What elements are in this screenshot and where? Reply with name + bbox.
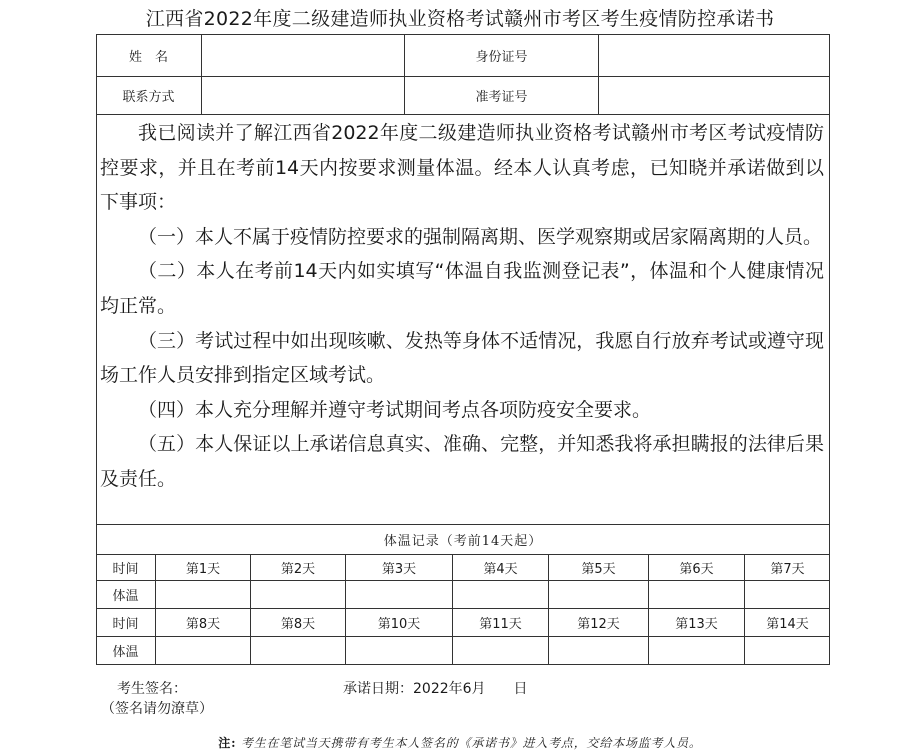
temperature-entry-cell[interactable]	[745, 581, 830, 608]
temperature-entry-cell[interactable]	[251, 637, 345, 664]
temperature-entry-cell[interactable]	[453, 637, 548, 664]
signature-label: 考生签名：	[117, 681, 187, 697]
contact-field[interactable]	[202, 77, 404, 114]
name-label: 姓 名	[128, 49, 168, 65]
day-header: 第12天	[577, 617, 620, 632]
footnote	[0, 734, 920, 751]
temperature-entry-cell[interactable]	[549, 637, 648, 664]
temperature-entry-cell[interactable]	[745, 637, 830, 664]
footnote-text: 考生在笔试当天携带有考生本人签名的《承诺书》进入考点，交给本场监考人员。	[240, 736, 702, 750]
pledge-date: 承诺日期：2022年6月 日	[343, 681, 528, 697]
temperature-entry-cell[interactable]	[346, 637, 452, 664]
day-header: 第2天	[280, 561, 316, 577]
day-header: 第1天	[185, 561, 221, 577]
admission-ticket-field[interactable]	[599, 77, 830, 114]
temperature-entry-cell[interactable]	[649, 637, 744, 664]
temperature-label: 体温	[112, 645, 139, 660]
day-header: 第14天	[766, 617, 809, 632]
temperature-record-caption: 体温记录（考前14天起）	[383, 533, 543, 549]
time-label: 时间	[112, 617, 139, 632]
divider	[96, 664, 830, 665]
contact-label: 联系方式	[122, 90, 175, 105]
day-header: 第6天	[679, 561, 714, 577]
temperature-entry-cell[interactable]	[156, 637, 250, 664]
pledge-body	[100, 116, 824, 497]
temperature-entry-cell[interactable]	[649, 581, 744, 608]
day-header: 第4天	[483, 561, 518, 577]
pledge-intro: 我已阅读并了解江西省2022年度二级建造师执业资格考试赣州市考区考试疫情防控要求，并且在考前14天内按要求测量体温。经本人认真考虑，已知晓并承诺做到以下事项：	[100, 122, 824, 214]
day-header: 第7天	[770, 561, 805, 577]
day-header: 第8天	[280, 617, 316, 632]
pledge-item: （一）本人不属于疫情防控要求的强制隔离期、医学观察期或居家隔离期的人员。	[138, 225, 823, 248]
temperature-entry-cell[interactable]	[549, 581, 648, 608]
temperature-label: 体温	[112, 589, 139, 604]
day-header: 第13天	[675, 617, 718, 632]
day-header: 第11天	[479, 617, 522, 632]
pledge-item: （四）本人充分理解并遵守考试期间考点各项防疫安全要求。	[138, 398, 652, 421]
document-title: 江西省2022年度二级建造师执业资格考试赣州市考区考生疫情防控承诺书	[145, 8, 775, 30]
pledge-item: （三）考试过程中如出现咳嗽、发热等身体不适情况，我愿自行放弃考试或遵守现场工作人员安排到指定区域考试。	[100, 329, 824, 387]
temperature-entry-cell[interactable]	[346, 581, 452, 608]
pledge-item: （二）本人在考前14天内如实填写“体温自我监测登记表”，体温和个人健康情况均正常。	[100, 260, 824, 317]
temperature-entry-cell[interactable]	[251, 581, 345, 608]
id-number-field[interactable]	[599, 34, 830, 76]
id-number-label: 身份证号	[475, 49, 528, 65]
temperature-entry-cell[interactable]	[453, 581, 548, 608]
name-field[interactable]	[202, 34, 404, 76]
footnote-prefix: 注:	[218, 736, 237, 750]
divider	[96, 114, 830, 115]
day-header: 第10天	[377, 617, 421, 632]
day-header: 第8天	[185, 617, 221, 632]
day-header: 第5天	[581, 561, 616, 577]
pledge-item: （五）本人保证以上承诺信息真实、准确、完整，并知悉我将承担瞒报的法律后果及责任。	[100, 433, 824, 490]
admission-ticket-label: 准考证号	[475, 90, 528, 105]
day-header: 第3天	[381, 561, 417, 577]
temperature-entry-cell[interactable]	[156, 581, 250, 608]
signature-hint: （签名请勿潦草）	[101, 701, 213, 717]
time-label: 时间	[112, 561, 139, 577]
